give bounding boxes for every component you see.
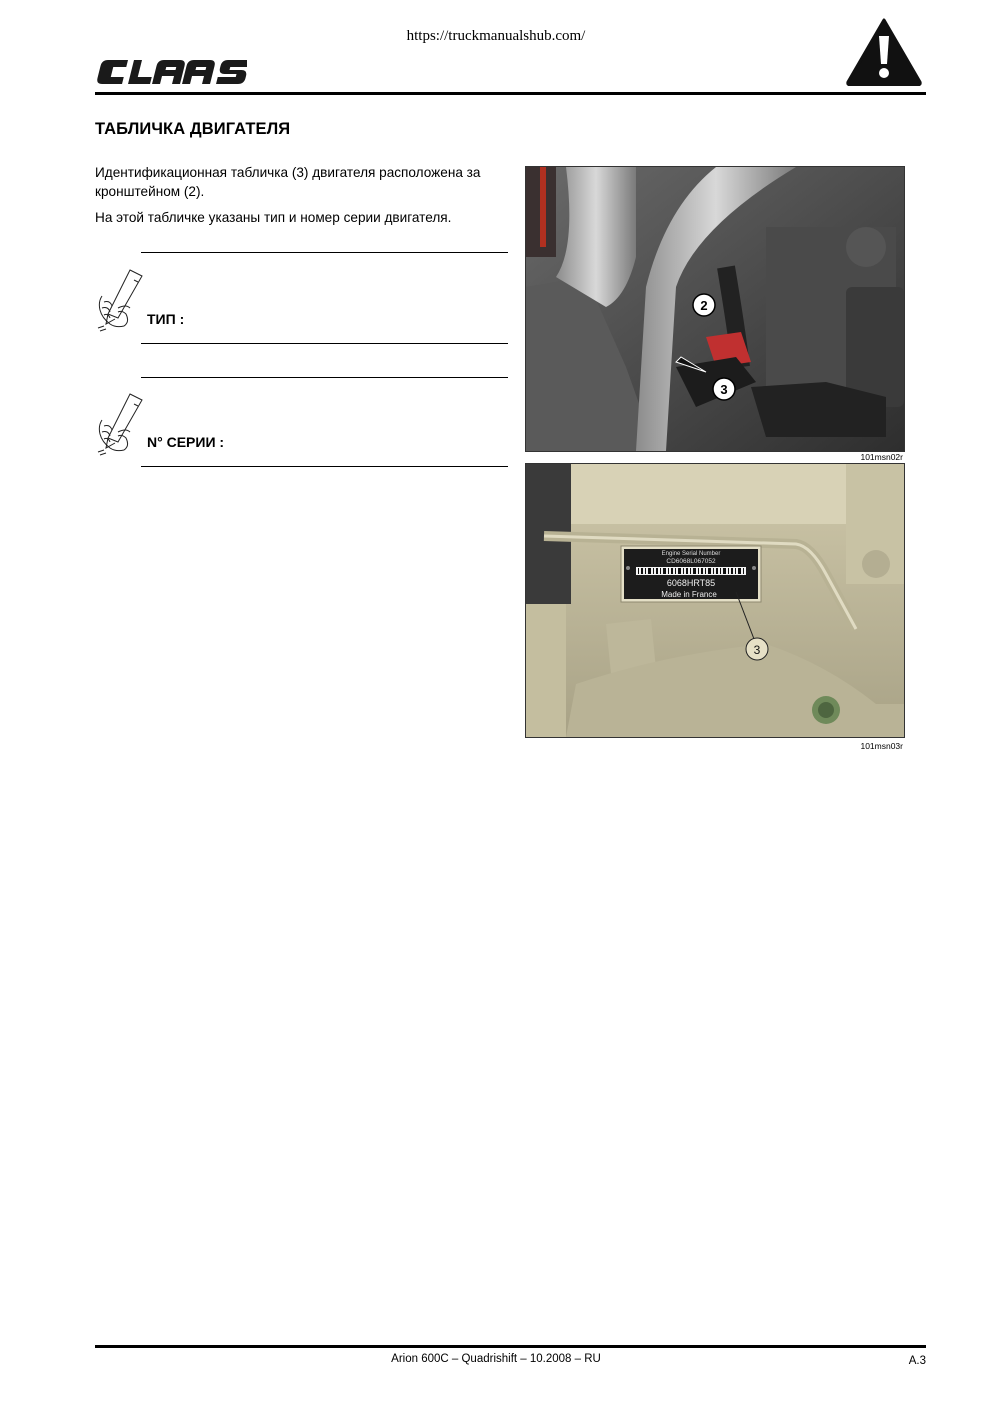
- photo2-caption: 101msn03r: [860, 741, 903, 751]
- serial-rule-top: [141, 377, 508, 378]
- footer-rule: [95, 1345, 926, 1348]
- plate-origin-text: Made in France: [661, 590, 717, 599]
- source-url: https://truckmanualshub.com/: [406, 28, 586, 44]
- type-rule-top: [141, 252, 508, 253]
- serial-label: N° СЕРИИ :: [147, 434, 225, 450]
- engine-photo-bracket: [525, 166, 905, 452]
- warning-triangle-icon: [846, 18, 922, 86]
- footer-text: Arion 600C – Quadrishift – 10.2008 – RU: [391, 1353, 601, 1365]
- engine-photo-plate: [525, 463, 905, 738]
- callout-2: 2: [700, 298, 708, 313]
- section-title: ТАБЛИЧКА ДВИГАТЕЛЯ: [95, 120, 291, 138]
- plate-model-text: 6068HRT85: [666, 578, 716, 588]
- callout-3-plate: 3: [753, 643, 761, 657]
- hand-pencil-icon: [96, 392, 148, 458]
- type-label: ТИП :: [147, 311, 185, 327]
- claas-logo: [95, 56, 247, 88]
- callout-3: 3: [720, 382, 728, 397]
- header-rule: [95, 92, 926, 95]
- plate-top-text: Engine Serial Number: [661, 551, 721, 557]
- paragraph-info: На этой табличке указаны тип и номер серии двигателя.: [95, 210, 452, 225]
- photo1-caption: 101msn02r: [860, 452, 903, 462]
- hand-pencil-icon: [96, 268, 148, 334]
- paragraph-location: Идентификационная табличка (3) двигателя расположена за кронштейном (2).: [95, 165, 481, 199]
- serial-rule-bottom: [141, 466, 508, 467]
- plate-serial-text: CD6068L067052: [666, 558, 716, 565]
- type-rule-bottom: [141, 343, 508, 344]
- page-number: A.3: [908, 1355, 926, 1367]
